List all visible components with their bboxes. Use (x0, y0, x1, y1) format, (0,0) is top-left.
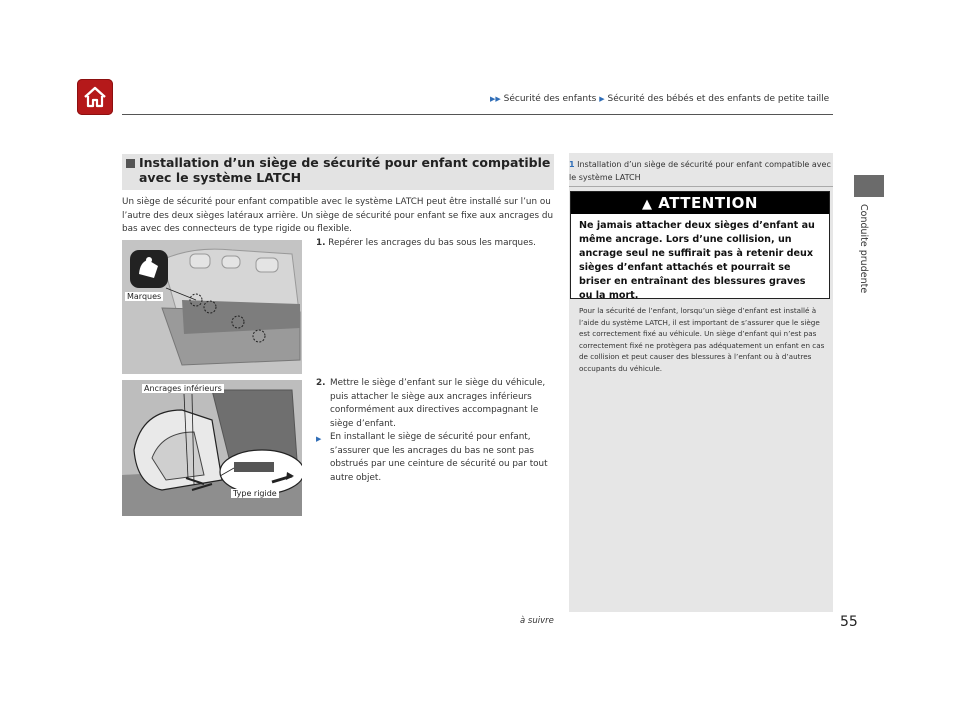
warning-title: ATTENTION (658, 194, 758, 212)
sidebar-ref-number[interactable]: 1 (569, 160, 575, 169)
warning-triangle-icon: ▲ (642, 197, 653, 212)
sidebar-title (569, 158, 833, 184)
step-number: 1. (316, 238, 326, 248)
home-button[interactable] (77, 79, 113, 115)
figure-label-rigid: Type rigide (233, 489, 277, 498)
warning-text: Ne jamais attacher deux sièges d’enfant au même ancrage. Lors d’une collision, un ancrage seul ne suffirait pas à retenir deux sièges d’enfant attachés et pourrait se briser en entraînant des blessures graves ou la mort. (579, 220, 815, 301)
right-triangle-icon: ▶ (599, 95, 605, 103)
figure-label-marks: Marques (127, 292, 162, 301)
figure-label-anchors: Ancrages inférieurs (144, 384, 222, 393)
rear-seat-illustration (122, 240, 302, 374)
warning-box (570, 191, 830, 299)
continued-label: à suivre (520, 616, 554, 626)
home-icon (82, 85, 108, 109)
breadcrumb-item[interactable]: Sécurité des enfants (503, 94, 597, 104)
step-text: Repérer les ancrages du bas sous les marques. (328, 238, 536, 248)
right-triangle-icon: ▶▶ (490, 95, 501, 103)
breadcrumb (490, 94, 829, 104)
page-number: 55 (840, 614, 858, 630)
step-text: Mettre le siège d’enfant sur le siège du véhicule, puis attacher le siège aux ancrages inférieurs conformément aux directives accompagnant le siège d’enfant. (330, 378, 546, 429)
step-2 (316, 377, 556, 485)
warning-header (571, 192, 829, 214)
step-1 (316, 237, 556, 251)
chapter-tab[interactable] (854, 175, 884, 197)
step-number: 2. (316, 378, 326, 388)
sidebar-title-text: Installation d’un siège de sécurité pour enfant compatible avec le système LATCH (569, 160, 831, 182)
figure-rear-seat-marks (122, 240, 302, 374)
step-note: En installant le siège de sécurité pour enfant, s’assurer que les ancrages du bas ne sont pas obstrués par une ceinture de sécurité ou par tout autre objet. (330, 432, 548, 483)
section-heading (122, 154, 554, 190)
breadcrumb-item[interactable]: Sécurité des bébés et des enfants de petite taille (607, 94, 830, 104)
intro-paragraph: Un siège de sécurité pour enfant compatible avec le système LATCH peut être installé sur l’un ou l’autre des deux sièges latéraux arrière. Un siège de sécurité pour enfant se fixe aux ancrages du bas avec des connecteurs de type rigide ou flexible. (122, 197, 554, 234)
sidebar-rule (569, 186, 833, 187)
header-rule (122, 114, 833, 115)
chapter-label: Conduite prudente (858, 204, 869, 294)
right-triangle-icon: ▶ (316, 435, 322, 443)
section-title: Installation d’un siège de sécurité pour enfant compatible avec le système LATCH (139, 155, 551, 185)
section-square-icon (126, 159, 135, 168)
sidebar-body: Pour la sécurité de l’enfant, lorsqu’un siège d’enfant est installé à l’aide du système LATCH, il est important de s’assurer que le siège est correctement fixé au véhicule. Un siège d’enfant qui n’est pas correctement fixé ne protègera pas adéquatement un enfant en cas de collision et peut causer des blessures à l’enfant ou à d’autres occupants du véhicule. (579, 306, 825, 373)
